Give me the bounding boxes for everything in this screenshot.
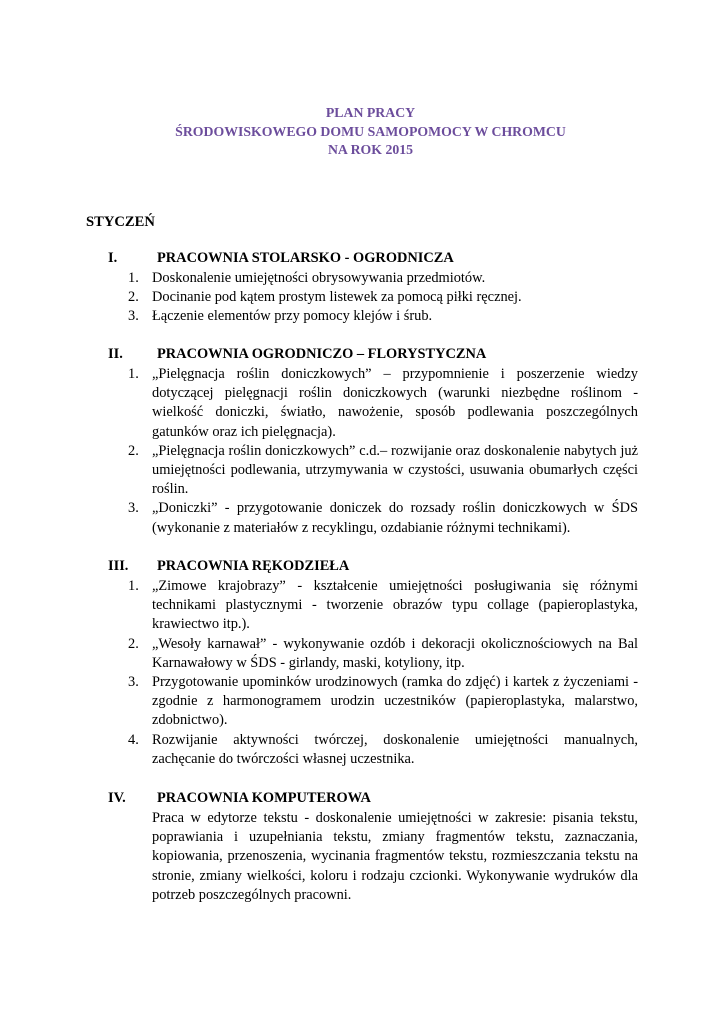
- section-heading: [86, 789, 638, 809]
- section-heading: [86, 345, 638, 365]
- item-number: 1.: [128, 270, 139, 286]
- item-number: 3.: [128, 308, 139, 325]
- title-line-institution: ŚRODOWISKOWEGO DOMU SAMOPOMOCY W CHROMCU: [175, 123, 566, 139]
- item-number: 1.: [128, 578, 139, 594]
- item-list: [86, 365, 638, 538]
- item-list: [86, 577, 638, 769]
- list-item: [86, 499, 638, 537]
- month-heading: STYCZEŃ: [86, 214, 155, 230]
- list-item: [86, 577, 638, 635]
- section-title: PRACOWNIA KOMPUTEROWA: [157, 790, 371, 806]
- section-heading: [86, 557, 638, 577]
- list-item: [86, 288, 638, 307]
- list-item: [86, 307, 638, 326]
- item-text: „Pielęgnacja roślin doniczkowych” – przypomnienie i poszerzenie wiedzy dotyczącej pielęgnacji roślin doniczkowych (warunki niezbędne roślinom - wielkość doniczki, światło, nawożenie, sposób podlewania poszczególnych gatunków oraz ich pielęgnacja).: [152, 366, 638, 440]
- item-number: 4.: [128, 731, 139, 748]
- item-text: Przygotowanie upominków urodzinowych (ramka do zdjęć) i kartek z życzeniami - zgodnie z harmonogramem urodzin uczestników (papieroplastyka, malarstwo, zdobnictwo).: [152, 674, 638, 729]
- item-number: 2.: [128, 635, 139, 652]
- section-number: III.: [108, 558, 129, 574]
- section-title: PRACOWNIA OGRODNICZO – FLORYSTYCZNA: [157, 346, 487, 362]
- list-item: [86, 269, 638, 288]
- section-gardening-floristry: [86, 345, 638, 538]
- item-text: Doskonalenie umiejętności obrysowywania przedmiotów.: [152, 270, 486, 286]
- section-woodwork-gardening: [86, 249, 638, 327]
- item-text: „Wesoły karnawał” - wykonywanie ozdób i dekoracji okolicznościowych na Bal Karnawałowy w ŚDS - girlandy, maski, kotyliony, itp.: [152, 635, 638, 671]
- title-line-year: NA ROK 2015: [327, 142, 414, 158]
- item-list: [86, 269, 638, 327]
- section-number: I.: [108, 250, 118, 266]
- item-text: Rozwijanie aktywności twórczej, doskonalenie umiejętności manualnych, zachęcanie do twórczości własnej uczestnika.: [152, 731, 638, 767]
- item-number: 1.: [128, 366, 139, 382]
- section-number: IV.: [108, 790, 126, 806]
- item-text: Docinanie pod kątem prostym listewek za pomocą piłki ręcznej.: [152, 289, 522, 306]
- section-number: II.: [108, 346, 123, 362]
- list-item: [86, 635, 638, 673]
- item-text: „Doniczki” - przygotowanie doniczek do rozsady roślin doniczkowych w ŚDS (wykonanie z materiałów z recyklingu, ozdabianie różnymi technikami).: [152, 500, 638, 536]
- section-paragraph: Praca w edytorze tekstu - doskonalenie umiejętności w zakresie: pisania tekstu, poprawiania i uzupełniania tekstu, zmiany fragmentów tekstu, zaznaczania, kopiowania, przenoszenia, wycinania fragmentów tekstu, rozmieszczania tekstu na stronie, zmiany wielkości, koloru i rodzaju czcionki. Wykonywanie wydruków dla potrzeb poszczególnych pracowni.: [152, 810, 638, 903]
- document-title: [0, 104, 725, 160]
- section-title: PRACOWNIA RĘKODZIEŁA: [157, 558, 350, 574]
- item-number: 2.: [128, 442, 139, 459]
- item-text: Łączenie elementów przy pomocy klejów i śrub.: [152, 308, 433, 325]
- title-line-plan: PLAN PRACY: [325, 105, 416, 120]
- item-number: 3.: [128, 500, 139, 517]
- section-handicraft: [86, 557, 638, 769]
- item-number: 2.: [128, 289, 139, 306]
- item-number: 3.: [128, 674, 139, 691]
- item-text: „Zimowe krajobrazy” - kształcenie umiejętności posługiwania się różnymi technikami plastycznymi - tworzenie obrazów typu collage (papieroplastyka, krawiectwo itp.).: [152, 578, 638, 633]
- list-item: [86, 365, 638, 442]
- section-title: PRACOWNIA STOLARSKO - OGRODNICZA: [157, 250, 454, 266]
- section-computer: [86, 789, 638, 905]
- item-text: „Pielęgnacja roślin doniczkowych” c.d.– rozwijanie oraz doskonalenie nabytych już umiejętności podlewania, utrzymywania w czystości, usuwania obumarłych części roślin.: [152, 442, 638, 498]
- section-heading: [86, 249, 638, 269]
- list-item: [86, 442, 638, 500]
- list-item: [86, 731, 638, 769]
- list-item: [86, 673, 638, 731]
